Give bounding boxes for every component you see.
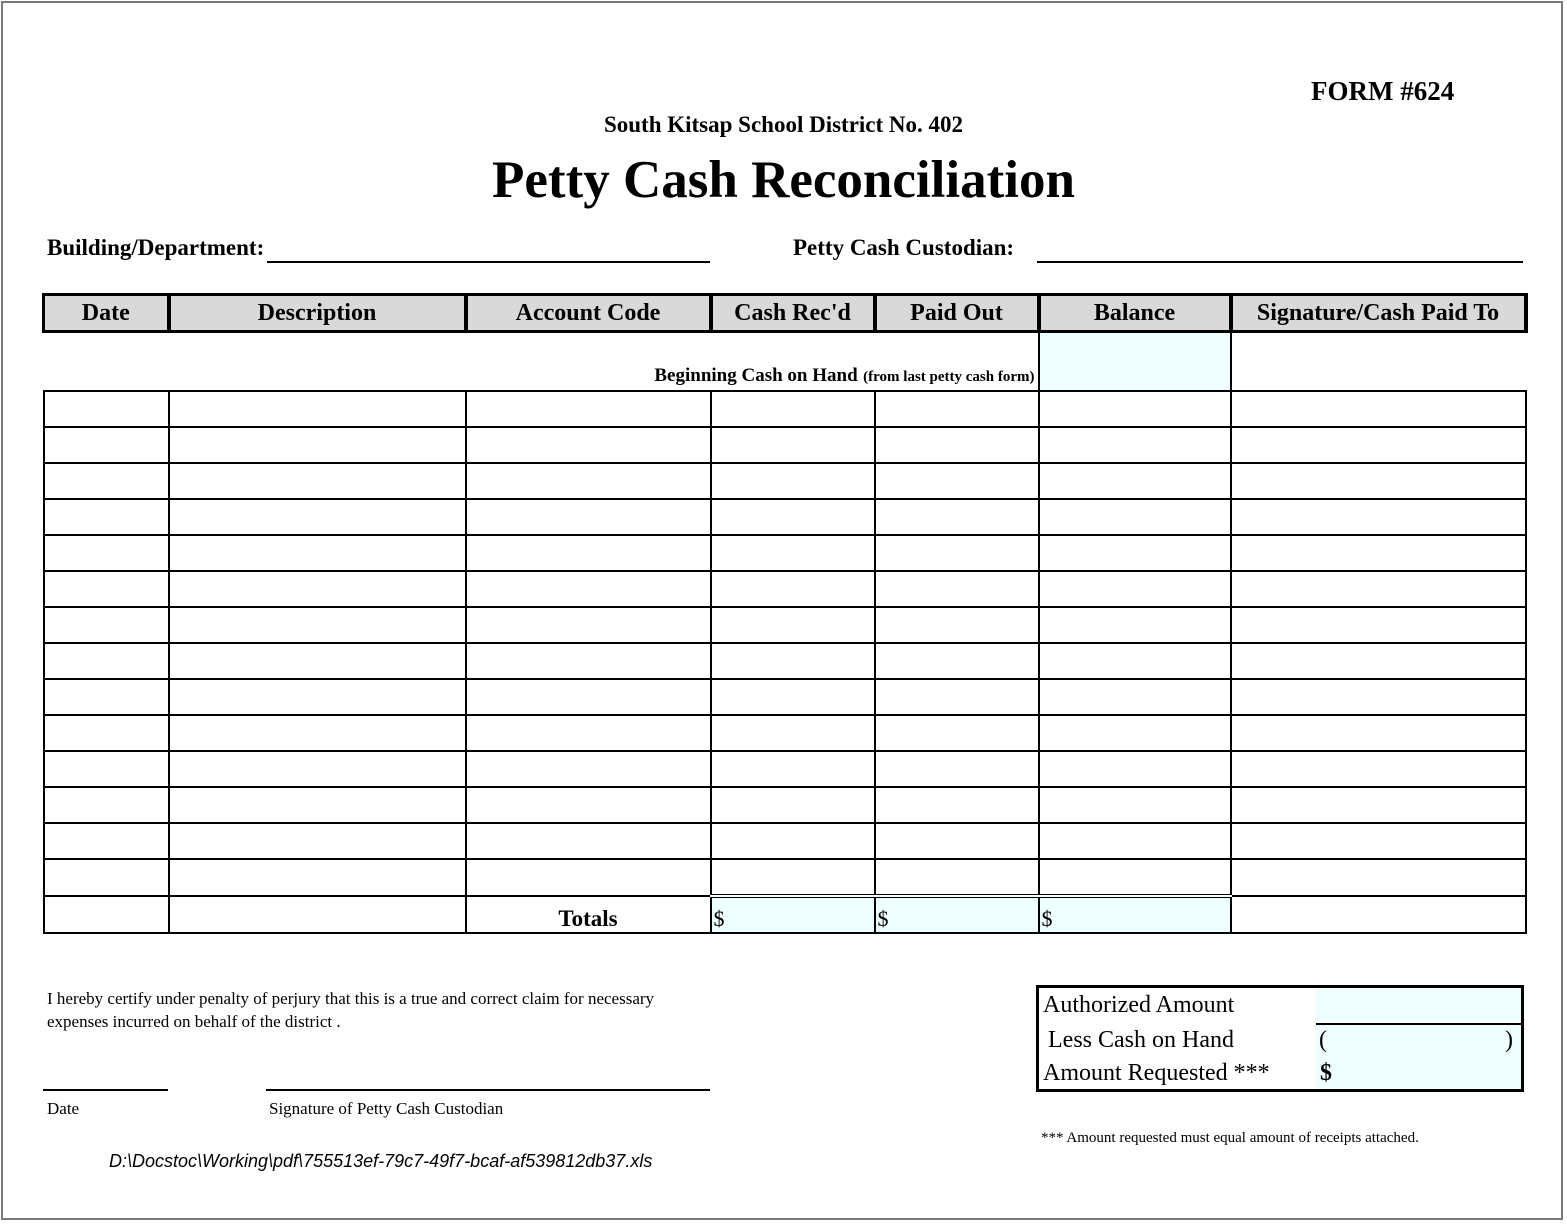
totals-description-cell <box>169 896 466 933</box>
cell-account-code[interactable] <box>466 571 711 607</box>
beginning-cash-row <box>44 332 1526 392</box>
authorization-box <box>1036 985 1524 1092</box>
cell-cash-received[interactable] <box>711 463 875 499</box>
cell-cash-received[interactable] <box>711 787 875 823</box>
close-paren: ) <box>1505 1027 1513 1053</box>
cell-signature[interactable] <box>1231 823 1526 859</box>
cell-description[interactable] <box>169 751 466 787</box>
cell-description[interactable] <box>169 715 466 751</box>
table-row <box>44 679 1526 715</box>
cell-description[interactable] <box>169 391 466 427</box>
cell-balance[interactable] <box>1039 571 1231 607</box>
total-balance[interactable]: $ <box>1039 896 1231 933</box>
certification-line-1: I hereby certify under penalty of perjury that this is a true and correct claim for necessary <box>47 989 655 1008</box>
cell-description[interactable] <box>169 679 466 715</box>
cell-date[interactable] <box>44 571 169 607</box>
cell-signature[interactable] <box>1231 787 1526 823</box>
cell-balance[interactable] <box>1039 535 1231 571</box>
cell-date[interactable] <box>44 391 169 427</box>
cell-signature[interactable] <box>1231 391 1526 427</box>
cell-signature[interactable] <box>1231 643 1526 679</box>
cell-signature[interactable] <box>1231 535 1526 571</box>
cell-account-code[interactable] <box>466 751 711 787</box>
cell-account-code[interactable] <box>466 859 711 896</box>
totals-row <box>44 896 1526 933</box>
cell-account-code[interactable] <box>466 463 711 499</box>
cell-paid-out[interactable] <box>875 427 1039 463</box>
cell-signature[interactable] <box>1231 463 1526 499</box>
building-label: Building/Department: <box>47 235 265 260</box>
cell-signature[interactable] <box>1231 859 1526 896</box>
cell-description[interactable] <box>169 535 466 571</box>
header-paid-out: Paid Out <box>875 295 1039 332</box>
cell-paid-out[interactable] <box>875 499 1039 535</box>
cell-paid-out[interactable] <box>875 787 1039 823</box>
date-line-label: Date <box>47 1099 80 1118</box>
table-row <box>44 715 1526 751</box>
table-row <box>44 535 1526 571</box>
table-row <box>44 751 1526 787</box>
cell-description[interactable] <box>169 787 466 823</box>
cell-balance[interactable] <box>1039 643 1231 679</box>
cell-balance[interactable] <box>1039 787 1231 823</box>
cell-date[interactable] <box>44 859 169 896</box>
cell-description[interactable] <box>169 823 466 859</box>
cell-account-code[interactable] <box>466 715 711 751</box>
cell-signature[interactable] <box>1231 751 1526 787</box>
cell-paid-out[interactable] <box>875 823 1039 859</box>
header-balance: Balance <box>1039 295 1231 332</box>
beginning-cash-note: (from last petty cash form) <box>863 369 1035 385</box>
cell-balance[interactable] <box>1039 715 1231 751</box>
open-paren: ( <box>1319 1027 1327 1053</box>
cell-balance[interactable] <box>1039 463 1231 499</box>
cell-cash-received[interactable] <box>711 751 875 787</box>
district-name: South Kitsap School District No. 402 <box>603 112 964 137</box>
cell-cash-received[interactable] <box>711 859 875 896</box>
table-row <box>44 607 1526 643</box>
cell-date[interactable] <box>44 751 169 787</box>
table-row <box>44 823 1526 859</box>
cell-description[interactable] <box>169 427 466 463</box>
building-input-line[interactable] <box>267 261 710 263</box>
cell-cash-received[interactable] <box>711 391 875 427</box>
totals-label: Totals <box>466 896 711 933</box>
cell-balance[interactable] <box>1039 391 1231 427</box>
cell-date[interactable] <box>44 499 169 535</box>
cell-balance[interactable] <box>1039 823 1231 859</box>
beginning-balance-cell[interactable] <box>1039 332 1231 392</box>
cell-signature[interactable] <box>1231 607 1526 643</box>
table-row <box>44 391 1526 427</box>
cell-paid-out[interactable] <box>875 571 1039 607</box>
cell-cash-received[interactable] <box>711 823 875 859</box>
custodian-label: Petty Cash Custodian: <box>793 235 1015 260</box>
cell-signature[interactable] <box>1231 571 1526 607</box>
cell-description[interactable] <box>169 643 466 679</box>
cell-cash-received[interactable] <box>711 607 875 643</box>
cell-date[interactable] <box>44 643 169 679</box>
cell-description[interactable] <box>169 499 466 535</box>
cell-date[interactable] <box>44 715 169 751</box>
cell-account-code[interactable] <box>466 679 711 715</box>
cell-account-code[interactable] <box>466 787 711 823</box>
cell-date[interactable] <box>44 607 169 643</box>
cell-date[interactable] <box>44 535 169 571</box>
requested-currency: $ <box>1320 1060 1332 1086</box>
cell-account-code[interactable] <box>466 643 711 679</box>
cell-date[interactable] <box>44 787 169 823</box>
less-cash-label: Less Cash on Hand <box>1048 1027 1234 1053</box>
authorized-amount-label: Authorized Amount <box>1043 992 1235 1018</box>
header-signature: Signature/Cash Paid To <box>1231 295 1526 332</box>
reconciliation-table <box>42 293 1528 934</box>
cell-description[interactable] <box>169 571 466 607</box>
cell-date[interactable] <box>44 463 169 499</box>
table-row <box>44 427 1526 463</box>
cell-description[interactable] <box>169 859 466 896</box>
cell-paid-out[interactable] <box>875 607 1039 643</box>
cell-cash-received[interactable] <box>711 715 875 751</box>
footnote: *** Amount requested must equal amount of receipts attached. <box>1041 1130 1419 1146</box>
cell-paid-out[interactable] <box>875 535 1039 571</box>
cell-description[interactable] <box>169 463 466 499</box>
date-signature-line[interactable] <box>43 1089 168 1091</box>
cell-balance[interactable] <box>1039 427 1231 463</box>
cell-balance[interactable] <box>1039 751 1231 787</box>
cell-balance[interactable] <box>1039 607 1231 643</box>
form-number: FORM #624 <box>1311 76 1455 106</box>
amount-requested-label: Amount Requested *** <box>1043 1060 1270 1086</box>
beginning-cash-label: Beginning Cash on Hand <box>654 365 858 386</box>
total-cash-received[interactable]: $ <box>711 896 875 933</box>
custodian-signature-line[interactable] <box>266 1089 710 1091</box>
cell-paid-out[interactable] <box>875 463 1039 499</box>
page-title: Petty Cash Reconciliation <box>492 151 1075 209</box>
table-row <box>44 499 1526 535</box>
cell-signature[interactable] <box>1231 427 1526 463</box>
header-cash-received: Cash Rec'd <box>711 295 875 332</box>
cell-date[interactable] <box>44 427 169 463</box>
table-row <box>44 463 1526 499</box>
header-description: Description <box>169 295 466 332</box>
cell-balance[interactable] <box>1039 859 1231 896</box>
cell-account-code[interactable] <box>466 499 711 535</box>
cell-paid-out[interactable] <box>875 391 1039 427</box>
cell-signature[interactable] <box>1231 679 1526 715</box>
cell-cash-received[interactable] <box>711 643 875 679</box>
cell-description[interactable] <box>169 607 466 643</box>
table-row <box>44 571 1526 607</box>
cell-signature[interactable] <box>1231 499 1526 535</box>
header-account-code: Account Code <box>466 295 711 332</box>
header-date: Date <box>44 295 169 332</box>
totals-date-cell <box>44 896 169 933</box>
cell-cash-received[interactable] <box>711 499 875 535</box>
cell-cash-received[interactable] <box>711 571 875 607</box>
cell-date[interactable] <box>44 679 169 715</box>
cell-balance[interactable] <box>1039 679 1231 715</box>
cell-paid-out[interactable] <box>875 643 1039 679</box>
cell-account-code[interactable] <box>466 391 711 427</box>
cell-cash-received[interactable] <box>711 679 875 715</box>
cell-cash-received[interactable] <box>711 427 875 463</box>
table-row <box>44 859 1526 896</box>
table-row <box>44 643 1526 679</box>
cell-paid-out[interactable] <box>875 751 1039 787</box>
cell-account-code[interactable] <box>466 607 711 643</box>
cell-account-code[interactable] <box>466 427 711 463</box>
totals-signature-cell <box>1231 896 1526 933</box>
cell-account-code[interactable] <box>466 535 711 571</box>
cell-account-code[interactable] <box>466 823 711 859</box>
cell-paid-out[interactable] <box>875 859 1039 896</box>
cell-cash-received[interactable] <box>711 535 875 571</box>
certification-line-2: expenses incurred on behalf of the district . <box>47 1012 341 1031</box>
custodian-input-line[interactable] <box>1037 261 1523 263</box>
total-paid-out[interactable]: $ <box>875 896 1039 933</box>
cell-balance[interactable] <box>1039 499 1231 535</box>
file-path: D:\Docstoc\Working\pdf\755513ef-79c7-49f7-bcaf-af539812db37.xls <box>109 1151 653 1171</box>
table-row <box>44 787 1526 823</box>
signature-line-label: Signature of Petty Cash Custodian <box>269 1099 504 1118</box>
beginning-signature-cell <box>1231 332 1526 392</box>
cell-signature[interactable] <box>1231 715 1526 751</box>
cell-date[interactable] <box>44 823 169 859</box>
cell-paid-out[interactable] <box>875 679 1039 715</box>
cell-paid-out[interactable] <box>875 715 1039 751</box>
